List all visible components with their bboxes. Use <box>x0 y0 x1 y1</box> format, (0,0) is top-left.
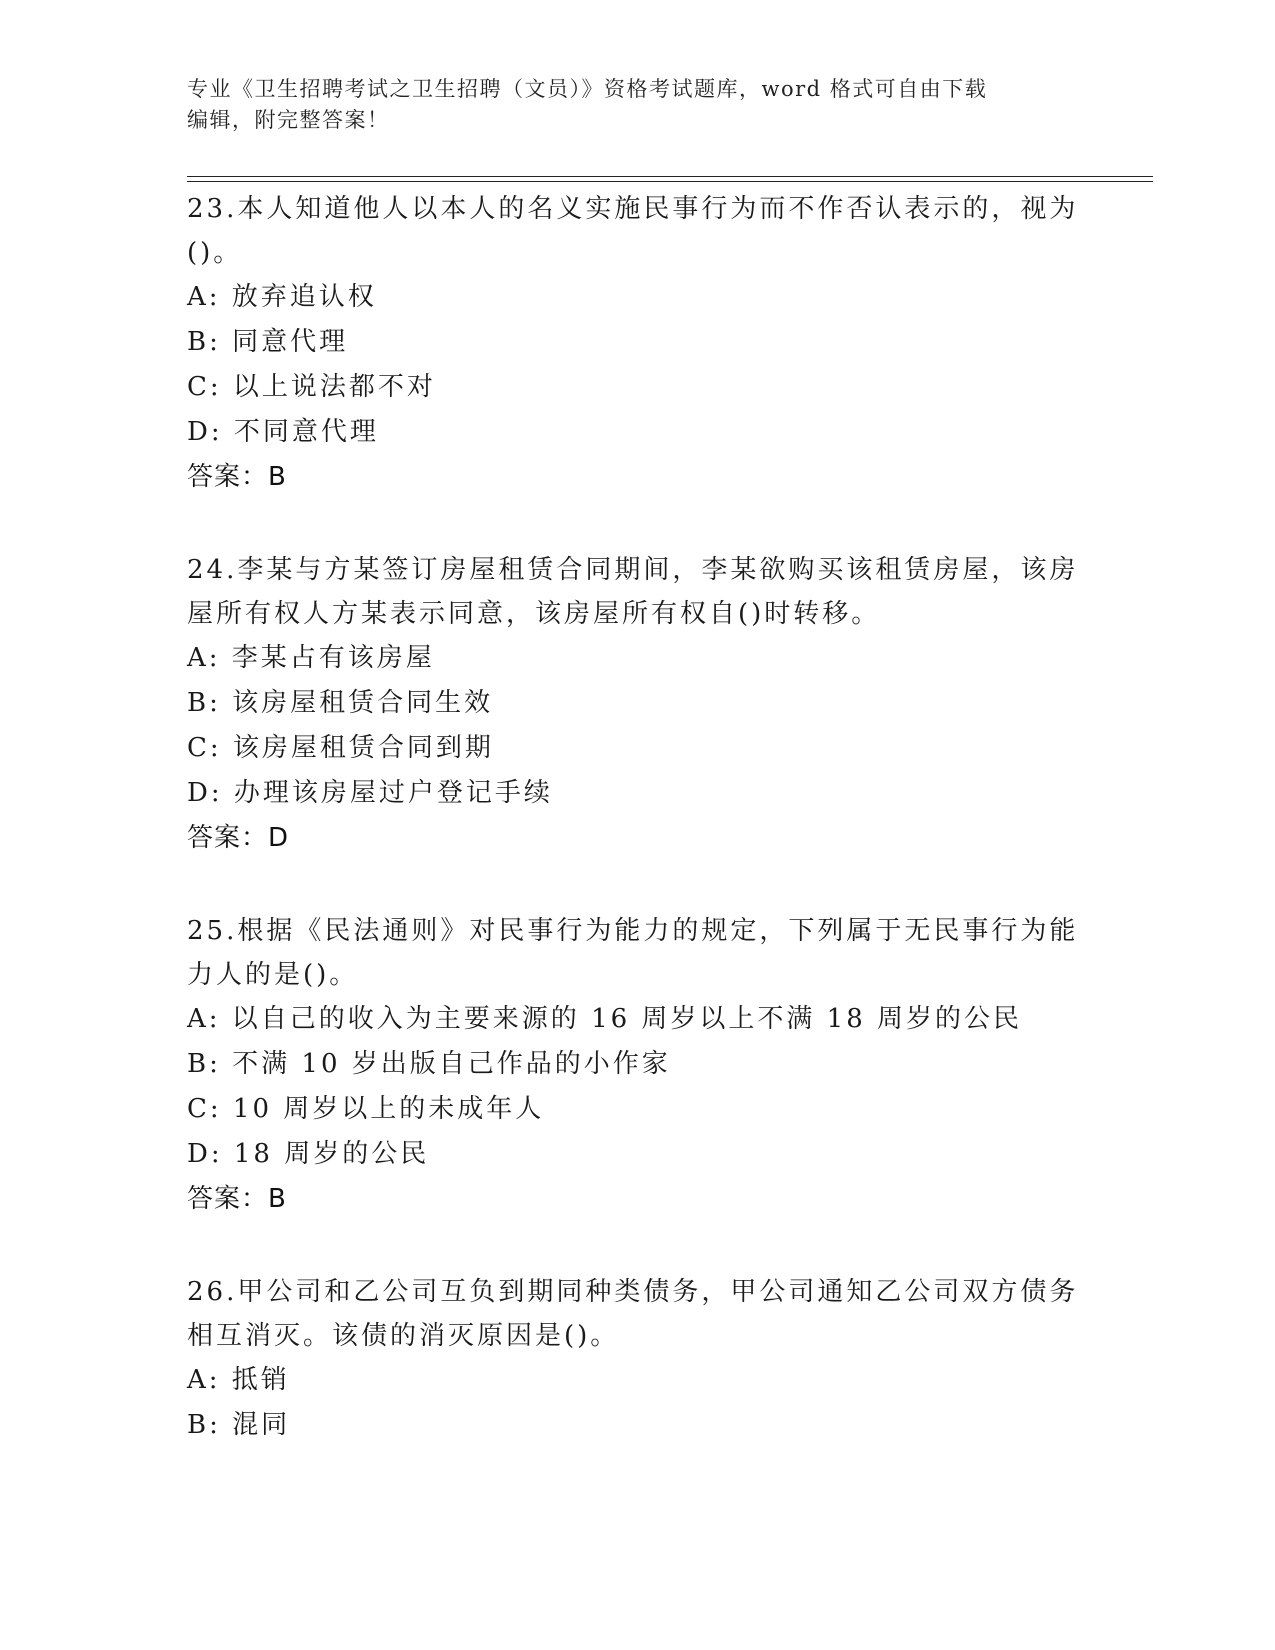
question-23 <box>187 187 1087 500</box>
option-c: C: 以上说法都不对 <box>187 372 436 402</box>
option-c: C: 该房屋租赁合同到期 <box>187 733 494 763</box>
option-a: A: 李某占有该房屋 <box>187 643 435 673</box>
option-a: A: 以自己的收入为主要来源的 16 周岁以上不满 18 周岁的公民 <box>187 1004 1023 1034</box>
option-d: D: 不同意代理 <box>187 417 379 447</box>
option-b: B: 该房屋租赁合同生效 <box>187 688 494 718</box>
option-a: A: 放弃追认权 <box>187 282 377 312</box>
option-b: B: 不满 10 岁出版自己作品的小作家 <box>187 1049 671 1079</box>
option-d: D: 18 周岁的公民 <box>187 1139 430 1169</box>
document-header <box>187 74 1067 136</box>
answer-text: 答案：D <box>187 823 290 853</box>
answer-text: 答案：B <box>187 462 287 492</box>
question-25 <box>187 909 1087 1222</box>
option-c: C: 10 周岁以上的未成年人 <box>187 1094 545 1124</box>
question-text: 26.甲公司和乙公司互负到期同种类债务，甲公司通知乙公司双方债务相互消灭。该债的消灭原因是()。 <box>187 1277 1079 1351</box>
header-line-1: 专业《卫生招聘考试之卫生招聘（文员）》资格考试题库，word 格式可自由下载 <box>187 77 988 101</box>
option-b: B: 混同 <box>187 1410 291 1440</box>
option-d: D: 办理该房屋过户登记手续 <box>187 778 553 808</box>
option-a: A: 抵销 <box>187 1365 290 1395</box>
header-rule-bottom <box>187 181 1153 182</box>
header-rule-top <box>187 176 1153 177</box>
question-text: 24.李某与方某签订房屋租赁合同期间，李某欲购买该租赁房屋，该房屋所有权人方某表示同意，该房屋所有权自()时转移。 <box>187 555 1079 629</box>
question-26 <box>187 1270 1087 1448</box>
question-24 <box>187 548 1087 861</box>
answer-text: 答案：B <box>187 1184 287 1214</box>
header-line-2: 编辑，附完整答案！ <box>187 108 390 132</box>
option-b: B: 同意代理 <box>187 327 349 357</box>
question-text: 23.本人知道他人以本人的名义实施民事行为而不作否认表示的，视为()。 <box>187 194 1079 268</box>
question-text: 25.根据《民法通则》对民事行为能力的规定，下列属于无民事行为能力人的是()。 <box>187 916 1079 990</box>
question-list <box>187 187 1087 1496</box>
